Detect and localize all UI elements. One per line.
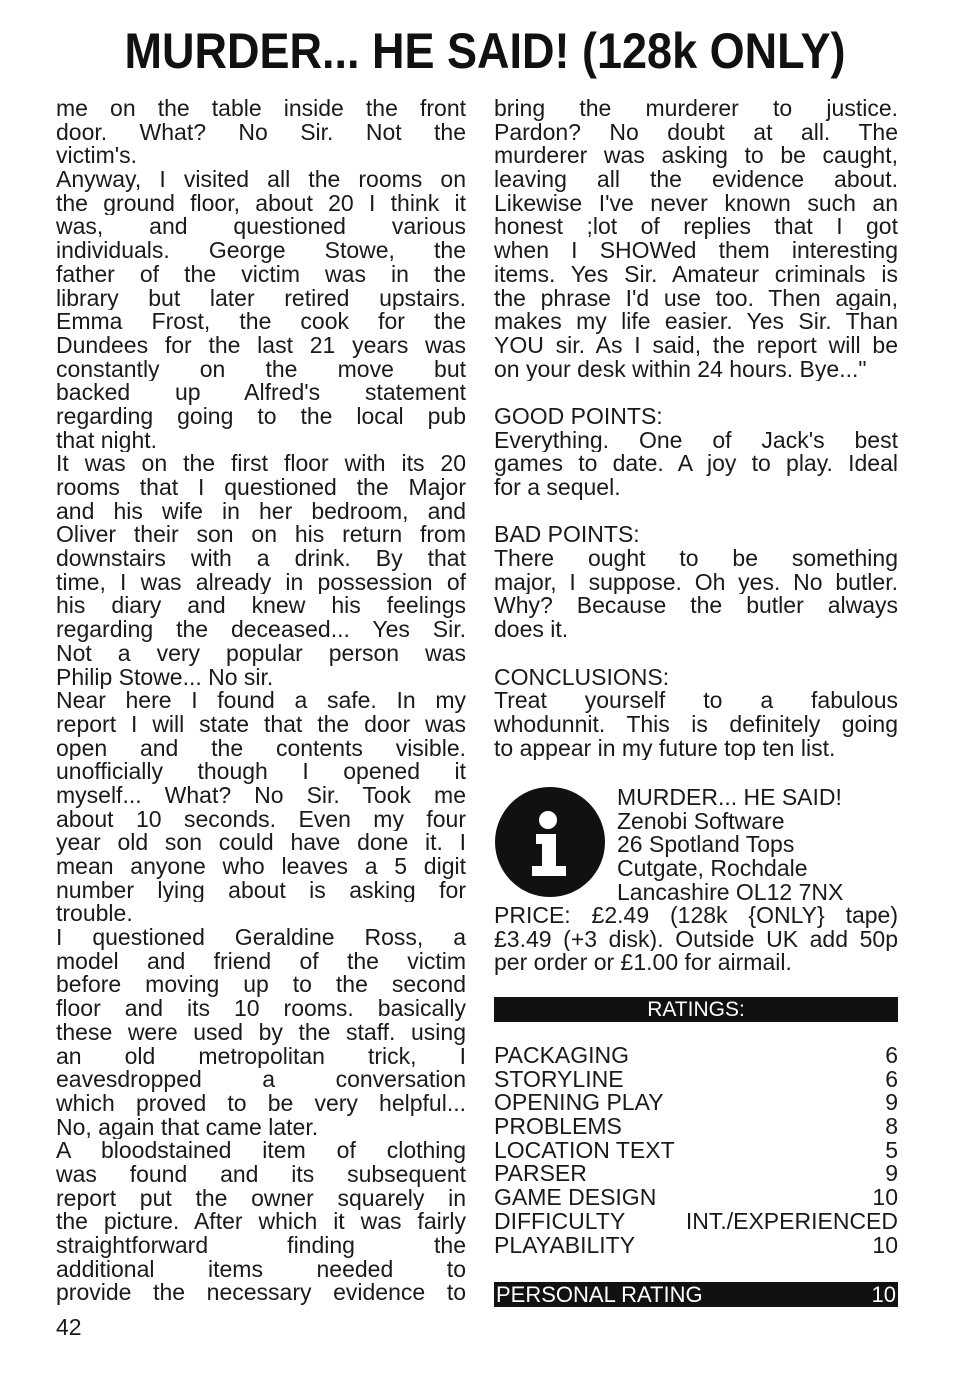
personal-rating-bar xyxy=(494,1282,898,1307)
intro-text xyxy=(494,97,898,381)
rating-label: PARSER xyxy=(494,1160,587,1187)
text-line: myself... What? No Sir. Took me xyxy=(56,783,466,808)
rating-value: 6 xyxy=(885,1042,898,1068)
text-line: door. What? No Sir. Not the xyxy=(56,120,466,145)
text-line: major, I suppose. Oh yes. No butler. xyxy=(494,570,898,595)
text-line: was found and its subsequent xyxy=(56,1162,466,1187)
good-points-heading: GOOD POINTS: xyxy=(494,404,663,429)
text-line: father of the victim was in the xyxy=(56,262,466,287)
text-line: when I SHOWed them interesting xyxy=(494,239,898,263)
text-line: games to date. A joy to play. Ideal xyxy=(494,452,898,476)
rating-label: GAME DESIGN xyxy=(494,1184,657,1211)
conclusions-heading: CONCLUSIONS: xyxy=(494,665,670,690)
text-line: Oliver their son on his return from xyxy=(56,523,466,548)
text-line: which proved to be very helpful... xyxy=(56,1091,466,1116)
rating-value: 6 xyxy=(885,1065,898,1092)
rating-label: PROBLEMS xyxy=(494,1113,622,1140)
text-line: trouble. xyxy=(56,902,133,927)
text-line: year old son could have done it. I xyxy=(56,831,466,855)
text-line: these were used by the staff. using xyxy=(56,1020,466,1045)
text-line: Pardon? No doubt at all. The xyxy=(494,120,898,145)
text-line: There ought to be something xyxy=(494,547,898,571)
rating-row xyxy=(494,1136,898,1163)
text-line: Cutgate, Rochdale xyxy=(617,857,808,881)
text-line: Treat yourself to a fabulous xyxy=(494,689,898,713)
rating-row xyxy=(494,1044,898,1068)
good-points-text xyxy=(494,429,898,500)
rating-label: LOCATION TEXT xyxy=(494,1136,675,1163)
page-number: 42 xyxy=(56,1314,82,1340)
text-line: I questioned Geraldine Ross, a xyxy=(56,926,466,950)
bad-points-text xyxy=(494,547,898,642)
text-line: number lying about is asking for xyxy=(56,878,466,903)
text-line: Everything. One of Jack's best xyxy=(494,428,898,453)
text-line: regarding the deceased... Yes Sir. xyxy=(56,618,466,642)
rating-row xyxy=(494,1186,898,1210)
text-line: Why? Because the butler always xyxy=(494,594,898,619)
text-line: backed up Alfred's statement xyxy=(56,381,466,405)
text-line: provide the necessary evidence to xyxy=(56,1281,466,1306)
ratings-list xyxy=(494,1044,898,1257)
text-line: constantly on the move but xyxy=(56,357,466,382)
text-line: unofficially though I opened it xyxy=(56,760,466,784)
text-line: per order or £1.00 for airmail. xyxy=(494,951,792,976)
publisher-details xyxy=(617,786,843,904)
info-icon xyxy=(494,786,606,898)
text-line: YOU sir. As I said, the report will be xyxy=(494,333,898,358)
text-line: individuals. George Stowe, the xyxy=(56,239,466,263)
text-line: time, I was already in possession of xyxy=(56,570,466,595)
conclusions-text xyxy=(494,689,898,760)
rating-row xyxy=(494,1207,898,1234)
text-line: the ground floor, about 20 I think it xyxy=(56,191,466,216)
rating-value: 5 xyxy=(885,1136,898,1163)
rating-row xyxy=(494,1065,898,1092)
text-line: Philip Stowe... No sir. xyxy=(56,665,274,690)
text-line: whodunnit. This is definitely going xyxy=(494,712,898,737)
text-line: before moving up to the second xyxy=(56,973,466,998)
text-line: downstairs with a drink. By that xyxy=(56,547,466,571)
text-line: Emma Frost, the cook for the xyxy=(56,310,466,334)
rating-value: 10 xyxy=(872,1184,898,1211)
bad-points-heading: BAD POINTS: xyxy=(494,523,640,548)
text-line: report I will state that the door was xyxy=(56,712,466,737)
text-line: and his wife in her bedroom, and xyxy=(56,499,466,524)
rating-value: 8 xyxy=(885,1113,898,1140)
text-line: Lancashire OL12 7NX xyxy=(617,880,844,905)
rating-row xyxy=(494,1162,898,1186)
text-line: victim's. xyxy=(56,144,138,169)
rating-row xyxy=(494,1231,898,1258)
text-line: Not a very popular person was xyxy=(56,641,466,666)
text-line: to appear in my future top ten list. xyxy=(494,736,836,761)
rating-value: INT./EXPERIENCED xyxy=(685,1207,898,1234)
text-line: an old metropolitan trick, I xyxy=(56,1044,466,1069)
text-line: honest ;lot of replies that I got xyxy=(494,215,898,240)
text-line: 26 Spotland Tops xyxy=(617,833,795,858)
text-line: his diary and knew his feelings xyxy=(56,594,466,619)
personal-rating-value: 10 xyxy=(871,1282,896,1307)
text-line: library but later retired upstairs. xyxy=(56,286,466,311)
text-line: that night. xyxy=(56,428,158,453)
text-line: Zenobi Software xyxy=(617,809,785,834)
text-line: additional items needed to xyxy=(56,1257,466,1282)
rating-label: OPENING PLAY xyxy=(494,1089,664,1116)
text-line: No, again that came later. xyxy=(56,1115,319,1140)
text-line: report put the owner squarely in xyxy=(56,1186,466,1211)
text-line: MURDER... HE SAID! xyxy=(617,786,842,810)
text-line: leaving all the evidence about. xyxy=(494,168,898,192)
text-line: regarding going to the local pub xyxy=(56,404,466,429)
rating-label: PLAYABILITY xyxy=(494,1231,636,1258)
right-column xyxy=(494,97,898,760)
text-line: £3.49 (+3 disk). Outside UK add 50p xyxy=(494,927,898,952)
text-line: was, and questioned various xyxy=(56,215,466,240)
text-line: makes my life easier. Yes Sir. Than xyxy=(494,310,898,334)
left-column xyxy=(56,97,466,1305)
text-line: for a sequel. xyxy=(494,476,621,500)
text-line: Anyway, I visited all the rooms on xyxy=(56,168,466,192)
text-line: does it. xyxy=(494,618,569,642)
text-line: the picture. After which it was fairly xyxy=(56,1210,466,1234)
rating-label: STORYLINE xyxy=(494,1065,624,1092)
rating-label: DIFFICULTY xyxy=(494,1207,626,1234)
personal-rating-label: PERSONAL RATING xyxy=(496,1282,703,1307)
text-line: Likewise I've never known such an xyxy=(494,191,898,216)
rating-row xyxy=(494,1091,898,1115)
ratings-heading: RATINGS: xyxy=(494,997,898,1022)
text-line: Near here I found a safe. In my xyxy=(56,689,466,713)
text-line: on your desk within 24 hours. Bye..." xyxy=(494,357,867,382)
rating-row xyxy=(494,1115,898,1139)
text-line: bring the murderer to justice. xyxy=(494,97,898,121)
text-line: model and friend of the victim xyxy=(56,949,466,974)
text-line: PRICE: £2.49 (128k {ONLY} tape) xyxy=(494,904,898,928)
text-line: floor and its 10 rooms. basically xyxy=(56,997,466,1021)
rating-value: 9 xyxy=(885,1089,898,1116)
text-line: rooms that I questioned the Major xyxy=(56,476,466,500)
text-line: Dundees for the last 21 years was xyxy=(56,333,466,358)
rating-label: PACKAGING xyxy=(494,1042,630,1068)
text-line: the phrase I'd use too. Then again, xyxy=(494,286,898,311)
text-line: me on the table inside the front xyxy=(56,97,466,121)
text-line: open and the contents visible. xyxy=(56,736,466,761)
text-line: straightforward finding the xyxy=(56,1234,466,1258)
text-line: eavesdropped a conversation xyxy=(56,1068,466,1092)
rating-value: 10 xyxy=(872,1231,898,1258)
price-details xyxy=(494,904,898,975)
text-line: mean anyone who leaves a 5 digit xyxy=(56,855,466,879)
text-line: murderer was asking to be caught, xyxy=(494,144,898,169)
text-line: items. Yes Sir. Amateur criminals is xyxy=(494,262,898,287)
text-line: A bloodstained item of clothing xyxy=(56,1139,466,1163)
text-line: It was on the first floor with its 20 xyxy=(56,452,466,476)
article-title: MURDER... HE SAID! (128k ONLY) xyxy=(124,23,846,79)
text-line: about 10 seconds. Even my four xyxy=(56,807,466,832)
rating-value: 9 xyxy=(885,1160,898,1187)
